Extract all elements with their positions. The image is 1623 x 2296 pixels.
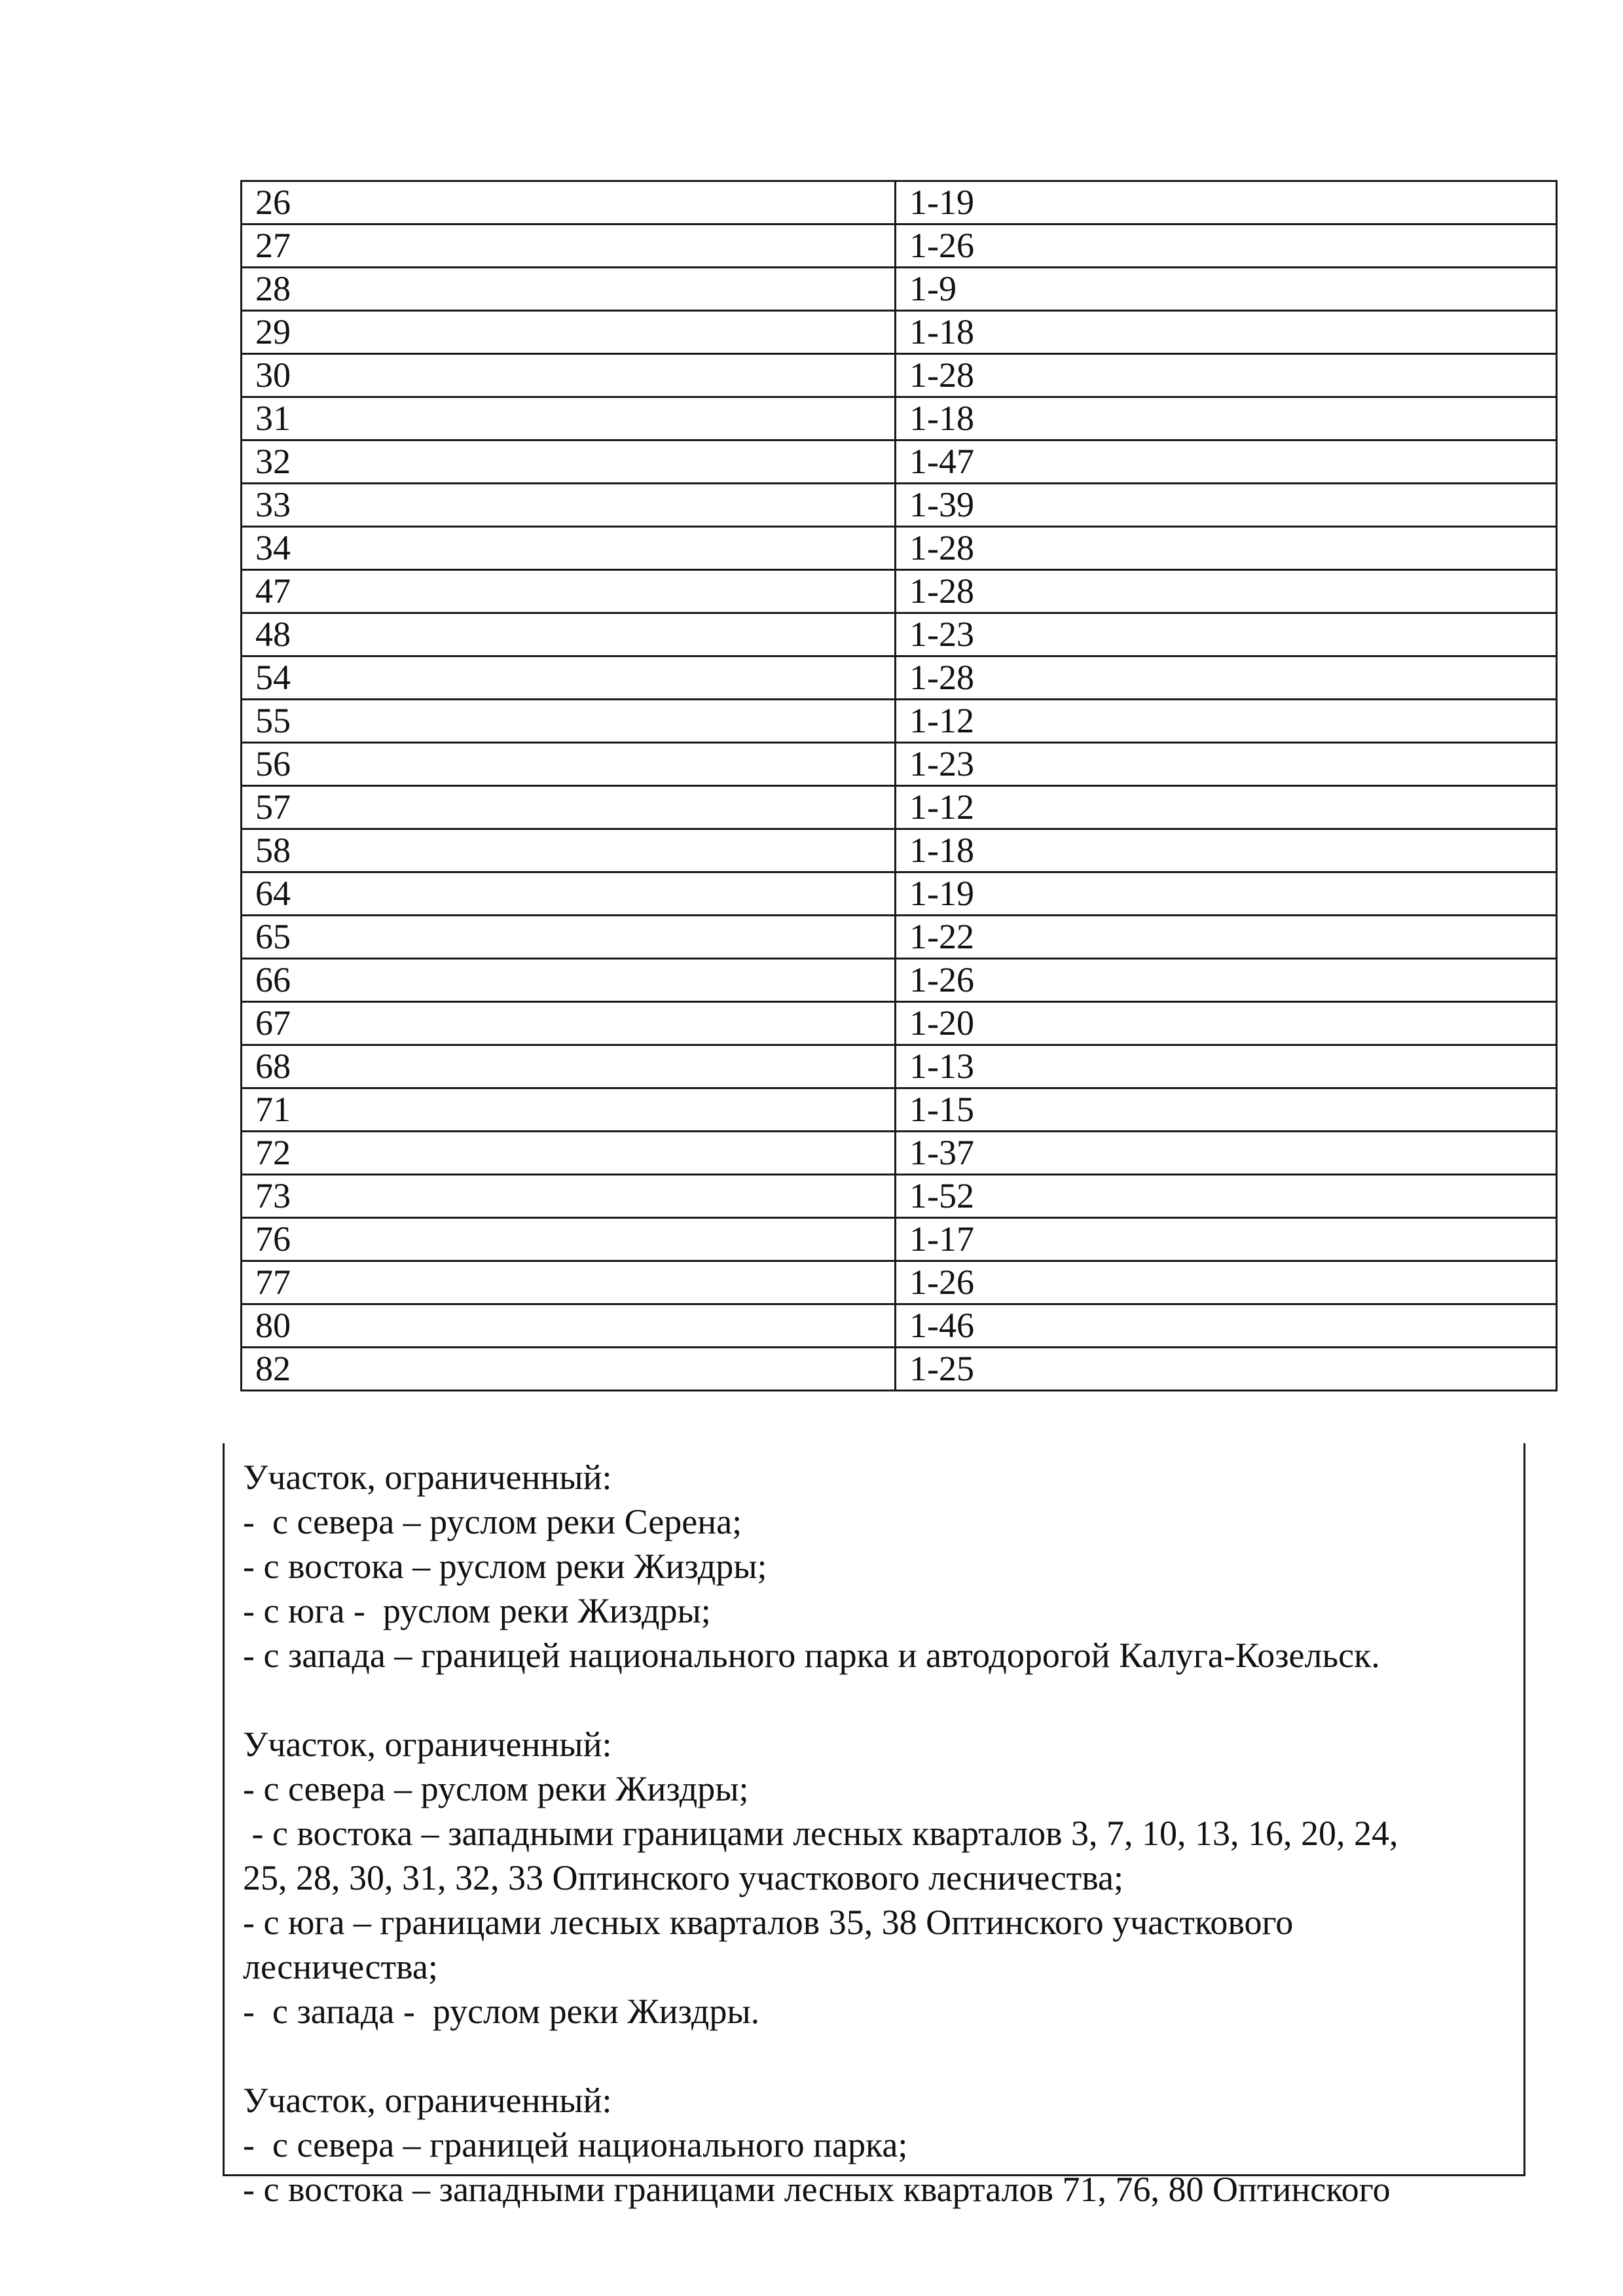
plot-range-cell: 1-13 [896,1045,1557,1088]
quarter-number-cell: 54 [242,656,896,700]
table-row [242,743,1557,786]
quarter-number-cell: 55 [242,700,896,743]
plot-range-cell: 1-18 [896,829,1557,872]
quarter-number-cell: 56 [242,743,896,786]
table-row [242,1045,1557,1088]
plot-range-cell: 1-18 [896,397,1557,440]
section-title: Участок, ограниченный: [243,2081,612,2120]
plot-range-cell: 1-47 [896,440,1557,484]
plot-range-cell: 1-28 [896,527,1557,570]
quarter-number-cell: 47 [242,570,896,613]
quarters-table [240,180,1558,1391]
table-row [242,1348,1557,1391]
quarter-number-cell: 32 [242,440,896,484]
plot-range-cell: 1-9 [896,268,1557,311]
plot-range-cell: 1-28 [896,570,1557,613]
quarter-number-cell: 66 [242,959,896,1002]
quarter-number-cell: 72 [242,1132,896,1175]
plot-range-cell: 1-25 [896,1348,1557,1391]
boundary-line: лесничества; [243,1947,438,1986]
plot-range-cell: 1-15 [896,1088,1557,1132]
quarter-number-cell: 76 [242,1218,896,1261]
quarters-table-body [242,181,1557,1391]
quarter-number-cell: 77 [242,1261,896,1304]
quarter-number-cell: 29 [242,311,896,354]
plot-range-cell: 1-12 [896,786,1557,829]
quarter-number-cell: 73 [242,1175,896,1218]
boundary-line: - с востока – западными границами лесных кварталов 71, 76, 80 Оптинского [243,2170,1391,2209]
table-row [242,613,1557,656]
plot-range-cell: 1-12 [896,700,1557,743]
table-row [242,1261,1557,1304]
quarter-number-cell: 58 [242,829,896,872]
boundary-line: - с востока – западными границами лесных кварталов 3, 7, 10, 13, 16, 20, 24, [243,1814,1398,1853]
table-row [242,268,1557,311]
boundary-description-block [223,1443,1525,2209]
table-row [242,440,1557,484]
plot-range-cell: 1-20 [896,1002,1557,1045]
plot-range-cell: 1-23 [896,743,1557,786]
boundary-section [243,2078,1510,2212]
quarter-number-cell: 34 [242,527,896,570]
plot-range-cell: 1-17 [896,1218,1557,1261]
table-row [242,181,1557,224]
plot-range-cell: 1-39 [896,484,1557,527]
table-row [242,570,1557,613]
boundary-line: - с севера – руслом реки Серена; [243,1502,742,1541]
section-title: Участок, ограниченный: [243,1458,612,1497]
plot-range-cell: 1-26 [896,224,1557,268]
plot-range-cell: 1-18 [896,311,1557,354]
quarter-number-cell: 71 [242,1088,896,1132]
plot-range-cell: 1-37 [896,1132,1557,1175]
boundary-line: - с юга - руслом реки Жиздры; [243,1591,711,1630]
plot-range-cell: 1-52 [896,1175,1557,1218]
quarter-number-cell: 26 [242,181,896,224]
quarter-number-cell: 30 [242,354,896,397]
plot-range-cell: 1-28 [896,354,1557,397]
table-row [242,484,1557,527]
boundary-line: - с запада – границей национального парка и автодорогой Калуга-Козельск. [243,1636,1380,1675]
table-row [242,1175,1557,1218]
table-row [242,916,1557,959]
quarter-number-cell: 80 [242,1304,896,1348]
quarter-number-cell: 33 [242,484,896,527]
table-row [242,786,1557,829]
quarter-number-cell: 27 [242,224,896,268]
table-row [242,872,1557,916]
table-row [242,354,1557,397]
quarter-number-cell: 31 [242,397,896,440]
plot-range-cell: 1-28 [896,656,1557,700]
quarter-number-cell: 57 [242,786,896,829]
boundary-section [243,1722,1510,2034]
quarter-number-cell: 64 [242,872,896,916]
quarter-number-cell: 48 [242,613,896,656]
table-row [242,1304,1557,1348]
boundary-line: - с юга – границами лесных кварталов 35, 38 Оптинского участкового [243,1903,1294,1942]
table-row [242,1002,1557,1045]
table-row [242,224,1557,268]
quarter-number-cell: 68 [242,1045,896,1088]
table-row [242,527,1557,570]
boundary-line: - с севера – руслом реки Жиздры; [243,1769,749,1808]
quarter-number-cell: 65 [242,916,896,959]
section-title: Участок, ограниченный: [243,1725,612,1764]
boundary-section [243,1455,1510,1677]
table-row [242,829,1557,872]
quarter-number-cell: 28 [242,268,896,311]
table-row [242,397,1557,440]
plot-range-cell: 1-22 [896,916,1557,959]
table-row [242,311,1557,354]
plot-range-cell: 1-26 [896,1261,1557,1304]
boundary-line: - с севера – границей национального парка; [243,2125,908,2164]
quarter-number-cell: 67 [242,1002,896,1045]
table-row [242,1088,1557,1132]
plot-range-cell: 1-23 [896,613,1557,656]
plot-range-cell: 1-19 [896,181,1557,224]
table-row [242,1218,1557,1261]
boundary-line: 25, 28, 30, 31, 32, 33 Оптинского участкового лесничества; [243,1858,1123,1897]
table-row [242,959,1557,1002]
table-row [242,1132,1557,1175]
table-row [242,656,1557,700]
table-row [242,700,1557,743]
plot-range-cell: 1-26 [896,959,1557,1002]
plot-range-cell: 1-46 [896,1304,1557,1348]
boundary-line: - с востока – руслом реки Жиздры; [243,1547,767,1586]
boundary-line: - с запада - руслом реки Жиздры. [243,1992,760,2031]
plot-range-cell: 1-19 [896,872,1557,916]
quarter-number-cell: 82 [242,1348,896,1391]
